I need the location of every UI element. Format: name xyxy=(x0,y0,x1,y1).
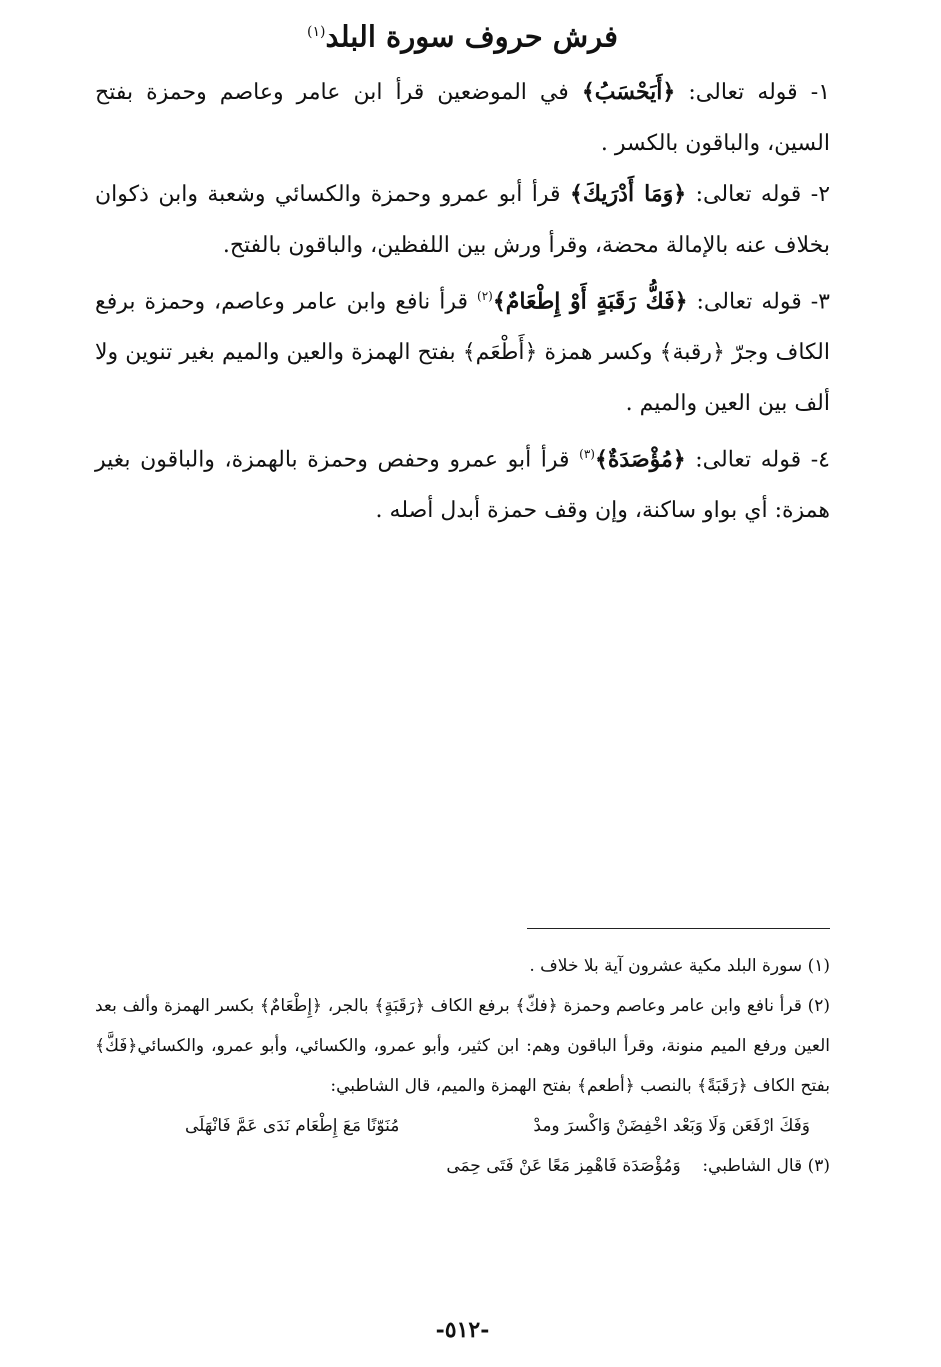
chapter-title-text: فرش حروف سورة البلد xyxy=(325,19,618,54)
footnote-3 xyxy=(95,1146,830,1186)
quran-quote: ﴿وَمَا أَدْرَيكَ﴾ xyxy=(570,180,687,207)
page-number: -٥١٢- xyxy=(435,1317,490,1343)
paragraph-2 xyxy=(95,169,830,271)
paragraph-intro: ١- قوله تعالى: xyxy=(675,79,831,105)
paragraph-body: قرأ أبو عمرو وحفص وحمزة بالهمزة، والباقون بغير همزة: أي بواو ساكنة، وإن وقف حمزة أبدل أصله . xyxy=(95,447,830,524)
paragraph-4 xyxy=(95,429,830,536)
paragraph-intro: ٤- قوله تعالى: xyxy=(685,447,830,473)
document-page xyxy=(95,0,830,1367)
title-footnote-ref: (١) xyxy=(307,24,326,40)
paragraph-3 xyxy=(95,271,830,429)
chapter-title xyxy=(95,12,830,57)
footnote-separator xyxy=(527,928,830,929)
main-text xyxy=(95,67,830,537)
footnote-1: (١) سورة البلد مكية عشرون آية بلا خلاف . xyxy=(529,956,830,976)
paragraph-1 xyxy=(95,67,830,169)
footnote-ref: (٢) xyxy=(477,288,493,303)
footnote-3-verse: وَمُؤْصَدَة فَاهْمِز مَعًا عَنْ فَتَى حِمَى xyxy=(446,1156,681,1176)
verse-hemistich-2: مُنَوّنًا مَعَ إِطْعَام نَدَى عَمَّ فَانْهَلَى xyxy=(185,1116,400,1136)
paragraph-intro: ٣- قوله تعالى: xyxy=(687,288,830,314)
footnote-ref: (٣) xyxy=(579,446,595,461)
quran-quote: ﴿مُؤْصَدَةٌ﴾ xyxy=(594,446,686,473)
paragraph-body: قرأ نافع وابن عامر وعاصم، وحمزة برفع الكاف وجرّ ﴿رقبة﴾ وكسر همزة ﴿أَطْعَم﴾ بفتح الهمزة والعين والميم بغير تنوين ولا ألف بين العين والميم . xyxy=(95,288,830,416)
paragraph-body: في الموضعين قرأ ابن عامر وعاصم وحمزة بفتح السين، والباقون بالكسر . xyxy=(95,79,830,156)
verse-hemistich-1: وَفَكَ ارْفَعَن وَلَا وَبَعْد اخْفِضَنْ وَاكْسرَ ومدْ xyxy=(533,1116,810,1136)
footnote-2: (٢) قرأ نافع وابن عامر وعاصم وحمزة ﴿فكّ﴾ برفع الكاف ﴿رَقَبَةٍ﴾ بالجر، ﴿إِطْعَامٌ﴾ بكسر الهمزة وألف بعد العين ورفع الميم منونة، وقرأ الباقون وهم: ابن كثير، وأبو عمرو، والكسائي، وأبو عمرو، والكسائي﴿فَكَّ﴾ بفتح الكاف ﴿رَقَبَةً﴾ بالنصب ﴿أطعم﴾ بفتح الهمزة والميم، قال الشاطبي: xyxy=(95,996,830,1096)
footnote-2-verse xyxy=(95,1106,830,1146)
quran-quote: ﴿أَيَحْسَبُ﴾ xyxy=(581,78,676,105)
paragraph-body: قرأ أبو عمرو وحمزة والكسائي وشعبة وابن ذكوان بخلاف عنه بالإمالة محضة، وقرأ ورش بين اللفظين، والباقون بالفتح. xyxy=(95,181,830,258)
footnote-3-label: (٣) قال الشاطبي: xyxy=(702,1156,830,1176)
quran-quote: ﴿فَكُّ رَقَبَةٍ أَوْ إِطْعَامٌ﴾ xyxy=(492,287,688,314)
footnotes xyxy=(95,946,830,1186)
paragraph-intro: ٢- قوله تعالى: xyxy=(686,181,831,207)
